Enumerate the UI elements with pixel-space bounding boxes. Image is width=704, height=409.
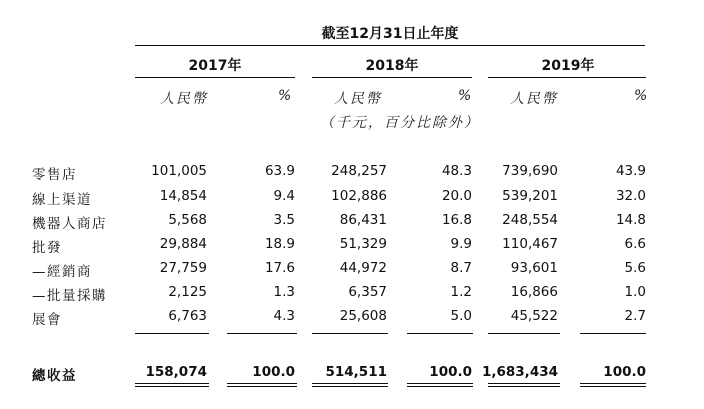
total-double-line (227, 383, 297, 384)
cell-rmb-2018: 248,257 (331, 163, 387, 179)
cell-pct-2018: 16.8 (441, 212, 472, 228)
cell-pct-2018: 9.9 (450, 236, 472, 252)
total-double-line (135, 383, 209, 384)
row-label: 零售店 (32, 167, 77, 183)
subtotal-line (312, 333, 388, 334)
total-double-line (488, 386, 560, 387)
cell-rmb-2017: 14,854 (159, 188, 207, 204)
total-pct-2017: 100.0 (252, 364, 295, 380)
cell-pct-2018: 20.0 (441, 188, 472, 204)
year-2017-underline (135, 77, 295, 78)
total-double-line (312, 386, 388, 387)
subtotal-line (135, 333, 209, 334)
cell-rmb-2017: 5,568 (168, 212, 207, 228)
period-underline (135, 45, 645, 46)
total-double-line (488, 383, 560, 384)
cell-rmb-2019: 539,201 (502, 188, 558, 204)
cell-rmb-2019: 45,522 (510, 308, 558, 324)
cell-pct-2017: 9.4 (273, 188, 295, 204)
row-label: 機器人商店 (32, 216, 107, 232)
total-double-line (135, 386, 209, 387)
total-double-line (580, 386, 646, 387)
cell-rmb-2018: 44,972 (339, 260, 387, 276)
cell-pct-2018: 48.3 (441, 163, 472, 179)
cell-rmb-2017: 2,125 (168, 284, 207, 300)
subtotal-line (580, 333, 646, 334)
cell-rmb-2019: 16,866 (510, 284, 558, 300)
cell-rmb-2018: 6,357 (348, 284, 387, 300)
total-double-line (407, 386, 473, 387)
row-label: —批量採購 (32, 288, 107, 304)
unit-note: （千元，百分比除外） (320, 115, 480, 131)
cell-pct-2018: 8.7 (450, 260, 472, 276)
row-label: —經銷商 (32, 264, 92, 280)
cell-pct-2019: 5.6 (624, 260, 646, 276)
total-double-line (227, 386, 297, 387)
cell-pct-2019: 6.6 (624, 236, 646, 252)
total-rmb-2019: 1,683,434 (481, 364, 558, 380)
year-2018-underline (312, 77, 472, 78)
cell-rmb-2017: 6,763 (168, 308, 207, 324)
cell-rmb-2019: 110,467 (502, 236, 558, 252)
cell-rmb-2017: 101,005 (151, 163, 207, 179)
cell-pct-2018: 1.2 (450, 284, 472, 300)
cell-rmb-2019: 93,601 (510, 260, 558, 276)
cell-rmb-2018: 51,329 (339, 236, 387, 252)
total-rmb-2018: 514,511 (325, 364, 387, 380)
total-pct-2019: 100.0 (603, 364, 646, 380)
total-double-line (407, 383, 473, 384)
year-2019-underline (488, 77, 646, 78)
cell-pct-2017: 17.6 (264, 260, 295, 276)
cell-pct-2017: 63.9 (264, 163, 295, 179)
total-pct-2018: 100.0 (429, 364, 472, 380)
cell-pct-2017: 4.3 (273, 308, 295, 324)
cell-pct-2017: 1.3 (273, 284, 295, 300)
cell-pct-2017: 3.5 (273, 212, 295, 228)
percent-label-2017: % (278, 88, 294, 104)
subtotal-line (488, 333, 560, 334)
total-rmb-2017: 158,074 (145, 364, 207, 380)
currency-label-2019: 人民幣 (510, 91, 558, 107)
period-header: 截至12月31日止年度 (321, 26, 459, 42)
year-2018-header: 2018年 (365, 58, 419, 74)
cell-pct-2017: 18.9 (264, 236, 295, 252)
row-label: 批發 (32, 240, 62, 256)
subtotal-line (227, 333, 297, 334)
cell-rmb-2019: 248,554 (502, 212, 558, 228)
subtotal-line (407, 333, 473, 334)
cell-rmb-2017: 27,759 (159, 260, 207, 276)
currency-label-2018: 人民幣 (334, 91, 382, 107)
cell-rmb-2018: 86,431 (339, 212, 387, 228)
row-label: 線上渠道 (32, 192, 92, 208)
year-2017-header: 2017年 (188, 58, 242, 74)
percent-label-2019: % (634, 88, 650, 104)
cell-pct-2018: 5.0 (450, 308, 472, 324)
year-2019-header: 2019年 (541, 58, 595, 74)
cell-pct-2019: 43.9 (615, 163, 646, 179)
cell-pct-2019: 14.8 (615, 212, 646, 228)
cell-pct-2019: 2.7 (624, 308, 646, 324)
percent-label-2018: % (458, 88, 474, 104)
row-label: 展會 (32, 312, 62, 328)
cell-rmb-2018: 25,608 (339, 308, 387, 324)
currency-label-2017: 人民幣 (160, 91, 208, 107)
cell-pct-2019: 32.0 (615, 188, 646, 204)
cell-rmb-2018: 102,886 (331, 188, 387, 204)
cell-rmb-2017: 29,884 (159, 236, 207, 252)
total-double-line (580, 383, 646, 384)
cell-rmb-2019: 739,690 (502, 163, 558, 179)
total-double-line (312, 383, 388, 384)
total-label: 總收益 (32, 368, 77, 384)
cell-pct-2019: 1.0 (624, 284, 646, 300)
